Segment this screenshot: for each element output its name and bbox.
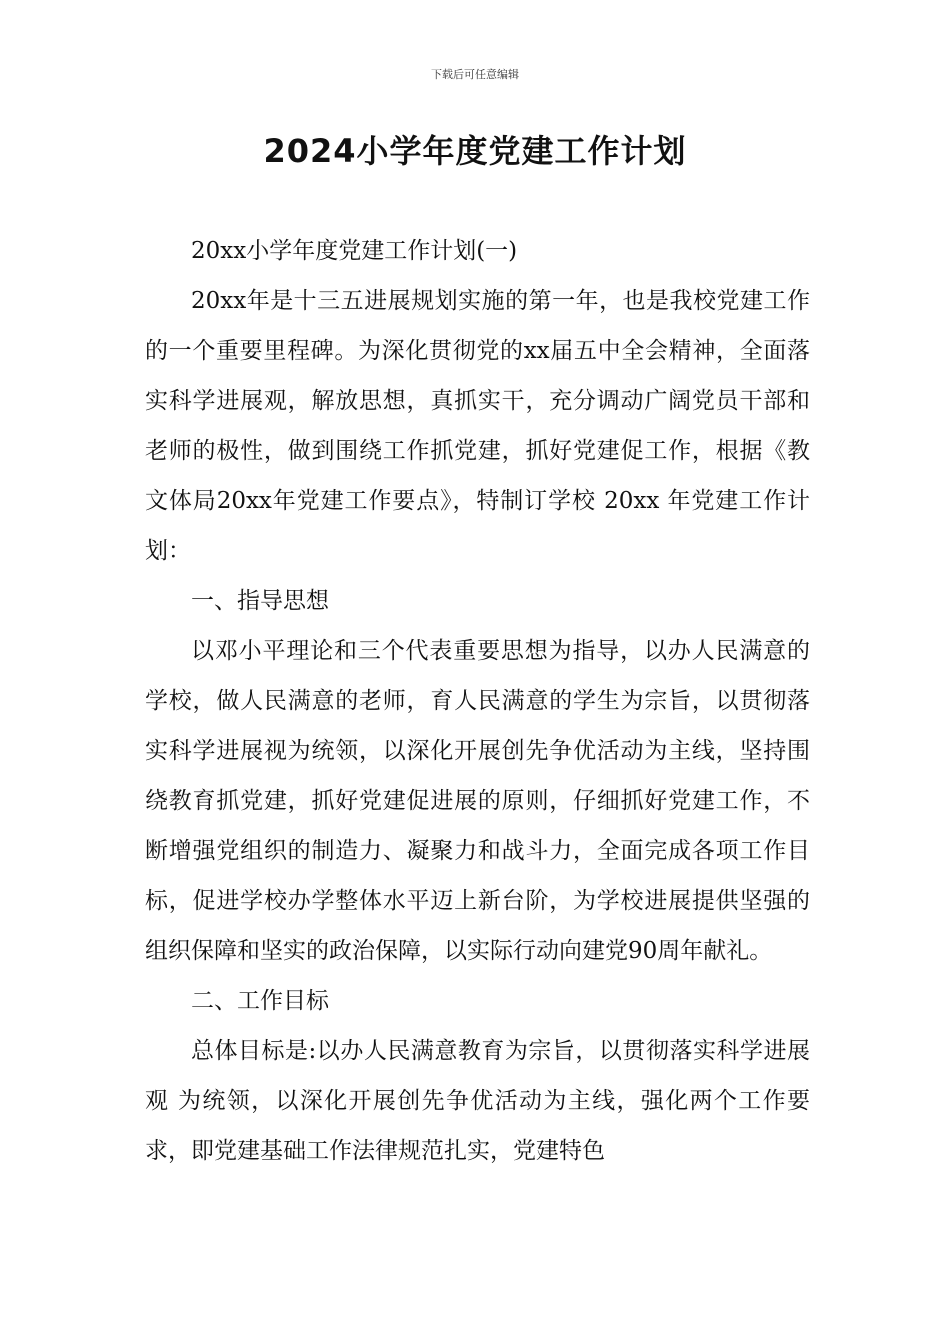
document-title: 2024小学年度党建工作计划 — [263, 132, 687, 170]
section-heading-guiding-thought: 一、指导思想 — [191, 588, 329, 614]
paragraph-guiding-thought: 以邓小平理论和三个代表重要思想为指导，以办人民满意的学校，做人民满意的老师，育人民满意的学生为宗旨，以贯彻落实科学进展视为统领，以深化开展创先争优活动为主线，坚持围绕教育抓党建，抓好党建促进展的原则，仔细抓好党建工作，不断增强党组织的制造力、凝聚力和战斗力，全面完成各项工作目标，促进学校办学整体水平迈上新台阶，为学校进展提供坚强的组织保障和坚实的政治保障，以实际行动向建党90周年献礼。 — [145, 638, 810, 964]
paragraph-work-goals: 总体目标是:以办人民满意教育为宗旨，以贯彻落实科学进展观 为统领，以深化开展创先争优活动为主线，强化两个工作要求，即党建基础工作法律规范扎实，党建特色 — [145, 1038, 810, 1164]
paragraph-subtitle: 20xx小学年度党建工作计划(一) — [191, 238, 518, 264]
document-body — [145, 226, 810, 1176]
section-heading-work-goals: 二、工作目标 — [191, 988, 329, 1014]
paragraph-intro: 20xx年是十三五进展规划实施的第一年，也是我校党建工作的一个重要里程碑。为深化贯彻党的xx届五中全会精神，全面落实科学进展观，解放思想，真抓实干，充分调动广阔党员干部和老师的极性，做到围绕工作抓党建，抓好党建促工作，根据《教文体局20xx年党建工作要点》，特制订学校 20xx 年党建工作计划： — [145, 288, 810, 564]
header-note: 下载后可任意编辑 — [431, 68, 519, 81]
